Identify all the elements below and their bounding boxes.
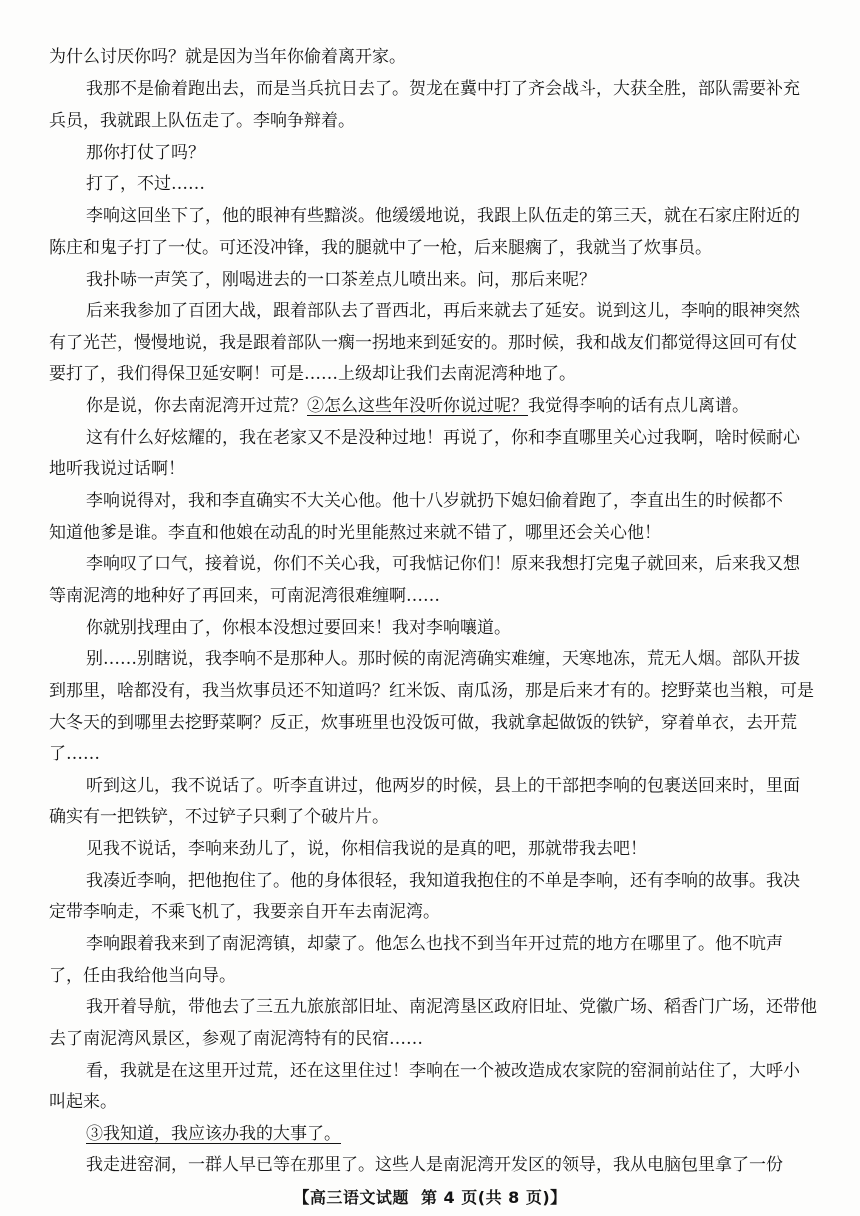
dialogue-text: 你是说，你去南泥湾开过荒？ xyxy=(86,396,307,416)
text-line: 我走进窑洞，一群人早已等在那里了。这些人是南泥湾开发区的领导，我从电脑包里拿了一份 xyxy=(86,1155,783,1175)
text-line: 去了南泥湾风景区，参观了南泥湾特有的民宿…… xyxy=(49,1029,423,1049)
text-line: 了…… xyxy=(49,744,100,764)
text-line: 李响跟着我来到了南泥湾镇，却蒙了。他怎么也找不到当年开过荒的地方在哪里了。他不吭声 xyxy=(86,934,783,954)
underlined-sentence-2: ②怎么这些年没听你说过呢？ xyxy=(307,396,528,416)
text-line: 叫起来。 xyxy=(49,1092,117,1112)
text-line xyxy=(86,396,749,418)
text-line: 打了，不过…… xyxy=(86,174,205,194)
footer-page-number: 第 4 页(共 8 页)】 xyxy=(420,1188,567,1207)
text-line: 李响说得对，我和李直确实不大关心他。他十八岁就扔下媳妇偷着跑了，李直出生的时候都不 xyxy=(86,491,783,511)
text-line: 那你打仗了吗？ xyxy=(86,143,205,163)
dialogue-text: 我觉得李响的话有点儿离谱。 xyxy=(528,396,749,416)
text-line: 确实有一把铁铲，不过铲子只剩了个破片片。 xyxy=(49,807,389,827)
text-line: 别……别瞎说，我李响不是那种人。那时候的南泥湾确实难缠，天寒地冻，荒无人烟。部队开拔 xyxy=(86,649,800,669)
underlined-sentence-3: ③我知道，我应该办我的大事了。 xyxy=(86,1124,341,1144)
text-line: 这有什么好炫耀的，我在老家又不是没种过地！再说了，你和李直哪里关心过我啊，啥时候耐心 xyxy=(86,428,800,448)
text-line: 听到这儿，我不说话了。听李直讲过，他两岁的时候，县上的干部把李响的包裹送回来时，里面 xyxy=(86,776,800,796)
text-line: 我扑哧一声笑了，刚喝进去的一口茶差点儿喷出来。问，那后来呢？ xyxy=(86,270,596,290)
text-line: 等南泥湾的地种好了再回来，可南泥湾很难缠啊…… xyxy=(49,586,440,606)
text-line: 大冬天的到哪里去挖野菜啊？反正，炊事班里也没饭可做，我就拿起做饭的铁铲，穿着单衣，去开荒 xyxy=(49,713,797,733)
text-line: 李响这回坐下了，他的眼神有些黯淡。他缓缓地说，我跟上队伍走的第三天，就在石家庄附近的 xyxy=(86,206,800,226)
text-line: 后来我参加了百团大战，跟着部队去了晋西北，再后来就去了延安。说到这儿，李响的眼神突然 xyxy=(86,301,800,321)
text-line: 看，我就是在这里开过荒，还在这里住过！李响在一个被改造成农家院的窑洞前站住了，大呼小 xyxy=(86,1061,800,1081)
text-line: 李响叹了口气，接着说，你们不关心我，可我惦记你们！原来我想打完鬼子就回来，后来我又想 xyxy=(86,554,800,574)
text-line: 我凑近李响，把他抱住了。他的身体很轻，我知道我抱住的不单是李响，还有李响的故事。我决 xyxy=(86,871,800,891)
text-line: 知道他爹是谁。李直和他娘在动乱的时光里能熬过来就不错了，哪里还会关心他！ xyxy=(49,523,661,543)
text-line: 陈庄和鬼子打了一仗。可还没冲锋，我的腿就中了一枪，后来腿瘸了，我就当了炊事员。 xyxy=(49,238,712,258)
text-line: 见我不说话，李响来劲儿了，说，你相信我说的是真的吧，那就带我去吧！ xyxy=(86,839,647,859)
text-line: 要打了，我们得保卫延安啊！可是……上级却让我们去南泥湾种地了。 xyxy=(49,364,576,384)
text-line: 兵员，我就跟上队伍走了。李响争辩着。 xyxy=(49,111,355,131)
footer-subject: 【高三语文试题 xyxy=(293,1188,409,1207)
text-line: 到那里，啥都没有，我当炊事员还不知道吗？红米饭、南瓜汤，那是后来才有的。挖野菜也当粮，可是 xyxy=(49,681,814,701)
text-line: 为什么讨厌你吗？就是因为当年你偷着离开家。 xyxy=(49,47,406,67)
text-line: 地听我说过话啊！ xyxy=(49,459,185,479)
text-line: 我那不是偷着跑出去，而是当兵抗日去了。贺龙在冀中打了齐会战斗，大获全胜，部队需要补充 xyxy=(86,79,800,99)
text-line: 有了光芒，慢慢地说，我是跟着部队一瘸一拐地来到延安的。那时候，我和战友们都觉得这回可有仗 xyxy=(49,333,797,353)
text-line: 我开着导航，带他去了三五九旅旅部旧址、南泥湾垦区政府旧址、党徽广场、稻香门广场，还带他 xyxy=(86,997,817,1017)
text-line: 定带李响走，不乘飞机了，我要亲自开车去南泥湾。 xyxy=(49,902,440,922)
text-line: 你就别找理由了，你根本没想过要回来！我对李响嚷道。 xyxy=(86,618,511,638)
page-footer xyxy=(0,1185,860,1208)
text-line: 了，任由我给他当向导。 xyxy=(49,966,236,986)
